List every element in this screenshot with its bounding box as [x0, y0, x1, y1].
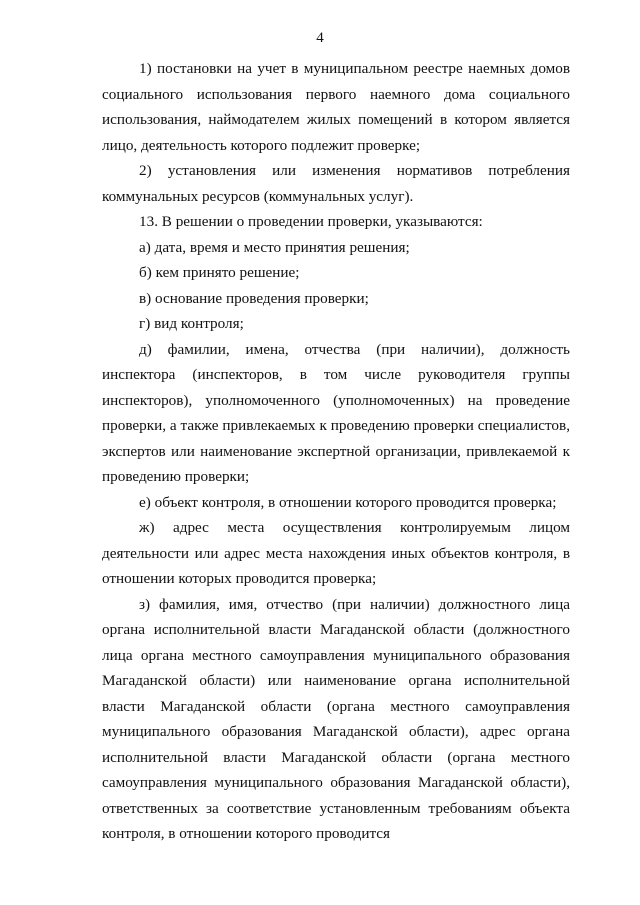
paragraph-item-zh: ж) адрес места осуществления контролируемым лицом деятельности или адрес места нахождения иных объектов контроля, в отношении которых проводится проверка;: [102, 519, 570, 587]
paragraph-item-2: 2) установления или изменения нормативов потребления коммунальных ресурсов (коммунальных услуг).: [102, 162, 570, 205]
page-number: 4: [316, 30, 324, 46]
document-body: [102, 56, 570, 847]
paragraph-item-a: а) дата, время и место принятия решения;: [139, 238, 410, 256]
paragraph-item-1: 1) постановки на учет в муниципальном реестре наемных домов социального использования первого наемного дома социального использования, наймодателем жилых помещений в котором является лицо, деятельность которого подлежит проверке;: [102, 60, 570, 154]
paragraph-item-g: г) вид контроля;: [139, 315, 244, 332]
paragraph-item-z: з) фамилия, имя, отчество (при наличии) должностного лица органа исполнительной власти Магаданской области (должностного лица органа местного самоуправления муниципального образования Магаданской области) или наименование органа исполнительной власти Магаданской области (органа местного самоуправления муниципального образования Магаданской области), адрес органа исполнительной власти Магаданской области (органа местного самоуправления муниципального образования Магаданской области), ответственных за соответствие установленным требованиям объекта контроля, в отношении которого проводится: [102, 595, 570, 842]
paragraph-item-e: е) объект контроля, в отношении которого проводится проверка;: [139, 493, 557, 511]
paragraph-item-b: б) кем принято решение;: [139, 264, 300, 281]
paragraph-section-13: 13. В решении о проведении проверки, указываются:: [139, 213, 483, 230]
paragraph-item-d: д) фамилии, имена, отчества (при наличии), должность инспектора (инспекторов, в том числе руководителя группы инспекторов), уполномоченного (уполномоченных) на проведение проверки, а также привлекаемых к проведению проверки специалистов, экспертов или наименование экспертной организации, привлекаемой к проведению проверки;: [102, 340, 570, 485]
paragraph-item-v: в) основание проведения проверки;: [139, 289, 369, 307]
